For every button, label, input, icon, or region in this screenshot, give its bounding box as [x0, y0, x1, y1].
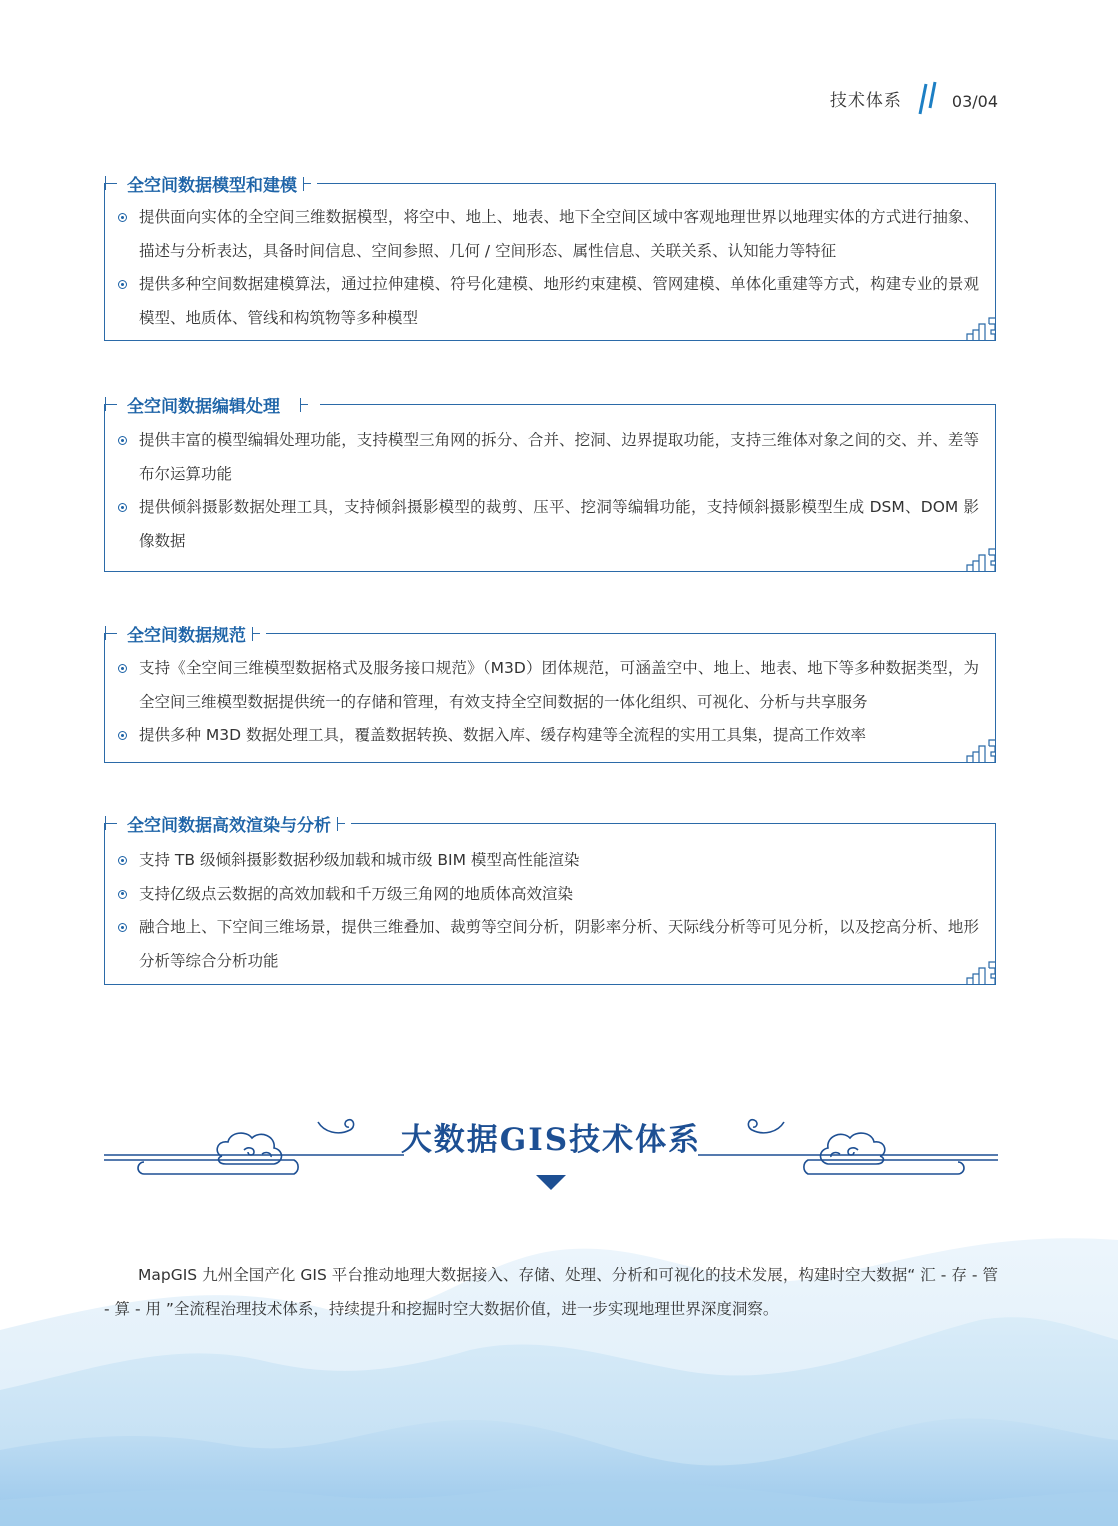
title-tick-end-icon [337, 817, 345, 831]
list-item-text: 提供倾斜摄影数据处理工具，支持倾斜摄影模型的裁剪、压平、挖洞等编辑功能，支持倾斜摄影模型生成 DSM、DOM 影像数据 [139, 498, 979, 550]
section-box-editing [104, 397, 996, 572]
intro-paragraph: MapGIS 九州全国产化 GIS 平台推动地理大数据接入、存储、处理、分析和可视化的技术发展，构建时空大数据“ 汇 - 存 - 管 - 算 - 用 ”全流程治理技术体系，持续提升和挖掘时空大数据价值，进一步实现地理世界深度洞察。 [104, 1265, 998, 1318]
list-item [117, 424, 979, 491]
fret-corner-icon [965, 732, 997, 764]
list-item-text: 支持亿级点云数据的高效加载和千万级三角网的地质体高效渲染 [139, 884, 574, 903]
section-box-standard [104, 626, 996, 763]
title-tick-icon [105, 818, 121, 830]
title-tick-icon [105, 628, 121, 640]
section-title-bar [105, 171, 317, 196]
list-item-text: 提供面向实体的全空间三维数据模型，将空中、地上、地表、地下全空间区域中客观地理世界以地理实体的方式进行抽象、描述与分析表达，具备时间信息、空间参照、几何 / 空间形态、属性信息、关联关系、认知能力等特征 [139, 208, 979, 260]
bullet-list [117, 201, 979, 335]
list-item [117, 268, 979, 335]
list-item-text: 融合地上、下空间三维场景，提供三维叠加、裁剪等空间分析，阴影率分析、天际线分析等可见分析，以及挖高分析、地形分析等综合分析功能 [139, 918, 979, 970]
fret-corner-icon [965, 541, 997, 573]
fret-corner-icon [965, 310, 997, 342]
list-item [117, 491, 979, 558]
list-item [117, 719, 979, 753]
bullet-icon [118, 213, 127, 222]
list-item-text: 支持 TB 级倾斜摄影数据秒级加载和城市级 BIM 模型高性能渲染 [139, 851, 580, 869]
bullet-list [117, 652, 979, 753]
section-name: 技术体系 [829, 90, 902, 111]
list-item [117, 878, 979, 912]
section-title-bar [105, 392, 320, 417]
title-tick-icon [105, 178, 121, 190]
list-item-text: 提供丰富的模型编辑处理功能，支持模型三角网的拆分、合并、挖洞、边界提取功能，支持三维体对象之间的交、并、差等布尔运算功能 [139, 431, 979, 483]
list-item-text: 提供多种 M3D 数据处理工具，覆盖数据转换、数据入库、缓存构建等全流程的实用工具集，提高工作效率 [139, 726, 867, 744]
list-item-text: 支持《全空间三维模型数据格式及服务接口规范》（M3D）团体规范，可涵盖空中、地上、地表、地下等多种数据类型，为全空间三维模型数据提供统一的存储和管理，有效支持全空间数据的一体化组织、可视化、分析与共享服务 [139, 659, 979, 711]
main-heading-band [104, 1108, 998, 1198]
double-slash-icon [912, 78, 942, 118]
title-tick-end-icon [300, 398, 308, 412]
section-box-modeling [104, 176, 996, 341]
section-title-bar [105, 811, 351, 836]
title-tick-icon [105, 399, 121, 411]
section-title: 全空间数据模型和建模 [127, 176, 297, 196]
bullet-list [117, 844, 979, 978]
section-title-bar [105, 621, 266, 646]
bullet-icon [118, 503, 127, 512]
list-item [117, 652, 979, 719]
bullet-icon [118, 664, 127, 673]
list-item [117, 201, 979, 268]
bullet-icon [118, 890, 127, 899]
bullet-icon [118, 731, 127, 740]
bullet-list [117, 424, 979, 558]
title-tick-end-icon [252, 627, 260, 641]
bullet-icon [118, 856, 127, 865]
fret-corner-icon [965, 954, 997, 986]
page-header [830, 78, 998, 118]
section-title: 全空间数据编辑处理 [127, 397, 280, 417]
section-title: 全空间数据规范 [127, 626, 246, 646]
list-item [117, 844, 979, 878]
section-title: 全空间数据高效渲染与分析 [127, 816, 331, 836]
title-tick-end-icon [303, 177, 311, 191]
main-heading: 大数据GIS技术体系 [400, 1122, 702, 1158]
bullet-icon [118, 280, 127, 289]
section-box-rendering [104, 816, 996, 985]
page-number: 03/04 [951, 91, 998, 111]
list-item-text: 提供多种空间数据建模算法，通过拉伸建模、符号化建模、地形约束建模、管网建模、单体化重建等方式，构建专业的景观模型、地质体、管线和构筑物等多种模型 [139, 275, 979, 327]
bullet-icon [118, 923, 127, 932]
bullet-icon [118, 436, 127, 445]
list-item [117, 911, 979, 978]
